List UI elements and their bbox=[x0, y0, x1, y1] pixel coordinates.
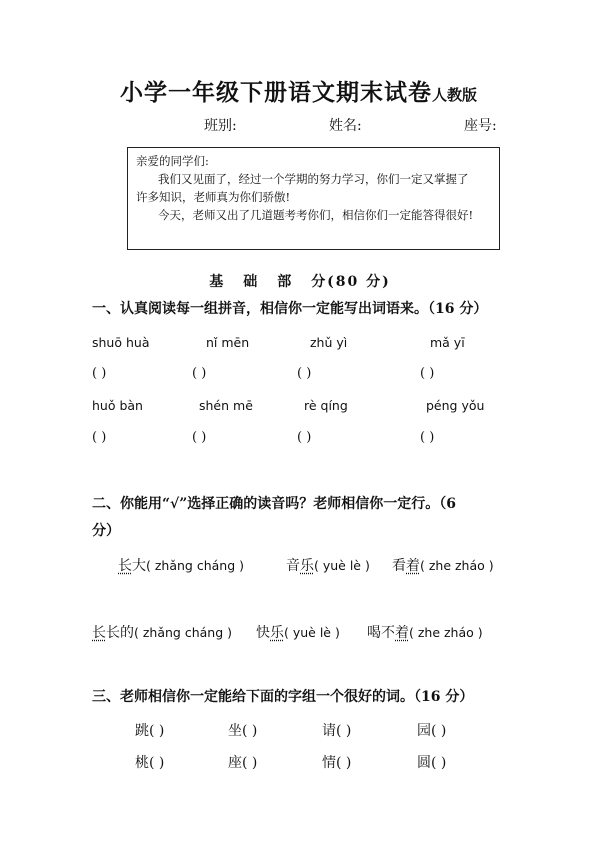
greeting-line: 我们又见面了，经过一个学期的努力学习，你们一定又掌握了 bbox=[158, 172, 469, 186]
question-1-prompt: 一、认真阅读每一组拼音，相信你一定能写出词语来。（16 分） bbox=[92, 301, 488, 317]
word-group[interactable]: 园( ) bbox=[417, 723, 447, 739]
greeting-line: 许多知识，老师真为你们骄傲! bbox=[136, 190, 291, 204]
pinyin-group: shén mē bbox=[199, 398, 253, 413]
answer-blank[interactable]: ( ) bbox=[420, 430, 435, 445]
pinyin-group: huǒ bàn bbox=[92, 398, 143, 413]
word-group[interactable]: 情( ) bbox=[322, 755, 352, 771]
pronunciation-choice[interactable]: 音乐( yuè lè ) bbox=[286, 558, 370, 574]
question-2-prompt-cont: 分） bbox=[92, 523, 120, 539]
answer-blank[interactable]: ( ) bbox=[297, 366, 312, 381]
pronunciation-choice[interactable]: 快乐( yuè lè ) bbox=[256, 625, 340, 641]
pinyin-group: péng yǒu bbox=[426, 398, 485, 413]
class-label: 班别: bbox=[204, 118, 237, 134]
seat-label: 座号: bbox=[464, 118, 497, 134]
page-title bbox=[120, 74, 500, 107]
greeting-box bbox=[127, 147, 500, 250]
section-title bbox=[0, 271, 600, 291]
answer-blank[interactable]: ( ) bbox=[192, 366, 207, 381]
pronunciation-choice[interactable]: 看着( zhe zháo ) bbox=[392, 558, 494, 574]
name-label: 姓名: bbox=[329, 118, 362, 134]
question-3-prompt: 三、老师相信你一定能给下面的字组一个很好的词。（16 分） bbox=[92, 689, 474, 705]
pronunciation-choice[interactable]: 长长的( zhǎng cháng ) bbox=[92, 625, 232, 641]
pronunciation-choice[interactable]: 喝不着( zhe zháo ) bbox=[367, 625, 483, 641]
pronunciation-choice[interactable]: 长大( zhǎng cháng ) bbox=[118, 558, 244, 574]
greeting-line: 今天，老师又出了几道题考考你们，相信你们一定能答得很好! bbox=[158, 208, 474, 222]
section-char: 分(80 分) bbox=[311, 274, 391, 290]
pinyin-group: rè qíng bbox=[304, 398, 348, 413]
word-group[interactable]: 请( ) bbox=[322, 723, 352, 739]
section-char: 基 bbox=[209, 274, 226, 290]
greeting-salutation: 亲爱的同学们: bbox=[136, 154, 209, 168]
word-group[interactable]: 圆( ) bbox=[417, 755, 447, 771]
answer-blank[interactable]: ( ) bbox=[297, 430, 312, 445]
word-group[interactable]: 跳( ) bbox=[135, 723, 165, 739]
word-group[interactable]: 坐( ) bbox=[228, 723, 258, 739]
pinyin-group: shuō huà bbox=[92, 335, 150, 350]
answer-blank[interactable]: ( ) bbox=[92, 366, 107, 381]
exam-title: 小学一年级下册语文期末试卷 bbox=[120, 79, 432, 106]
edition-label: 人教版 bbox=[432, 86, 478, 104]
answer-blank[interactable]: ( ) bbox=[192, 430, 207, 445]
question-2-prompt: 二、你能用“√”选择正确的读音吗？老师相信你一定行。（6 bbox=[92, 496, 457, 512]
section-char: 础 bbox=[243, 274, 260, 290]
word-group[interactable]: 桃( ) bbox=[135, 755, 165, 771]
pinyin-group: zhǔ yì bbox=[310, 335, 348, 350]
answer-blank[interactable]: ( ) bbox=[92, 430, 107, 445]
word-group[interactable]: 座( ) bbox=[228, 755, 258, 771]
pinyin-group: mǎ yī bbox=[430, 335, 465, 350]
answer-blank[interactable]: ( ) bbox=[420, 366, 435, 381]
section-char: 部 bbox=[277, 274, 294, 290]
pinyin-group: nǐ mēn bbox=[206, 335, 250, 350]
